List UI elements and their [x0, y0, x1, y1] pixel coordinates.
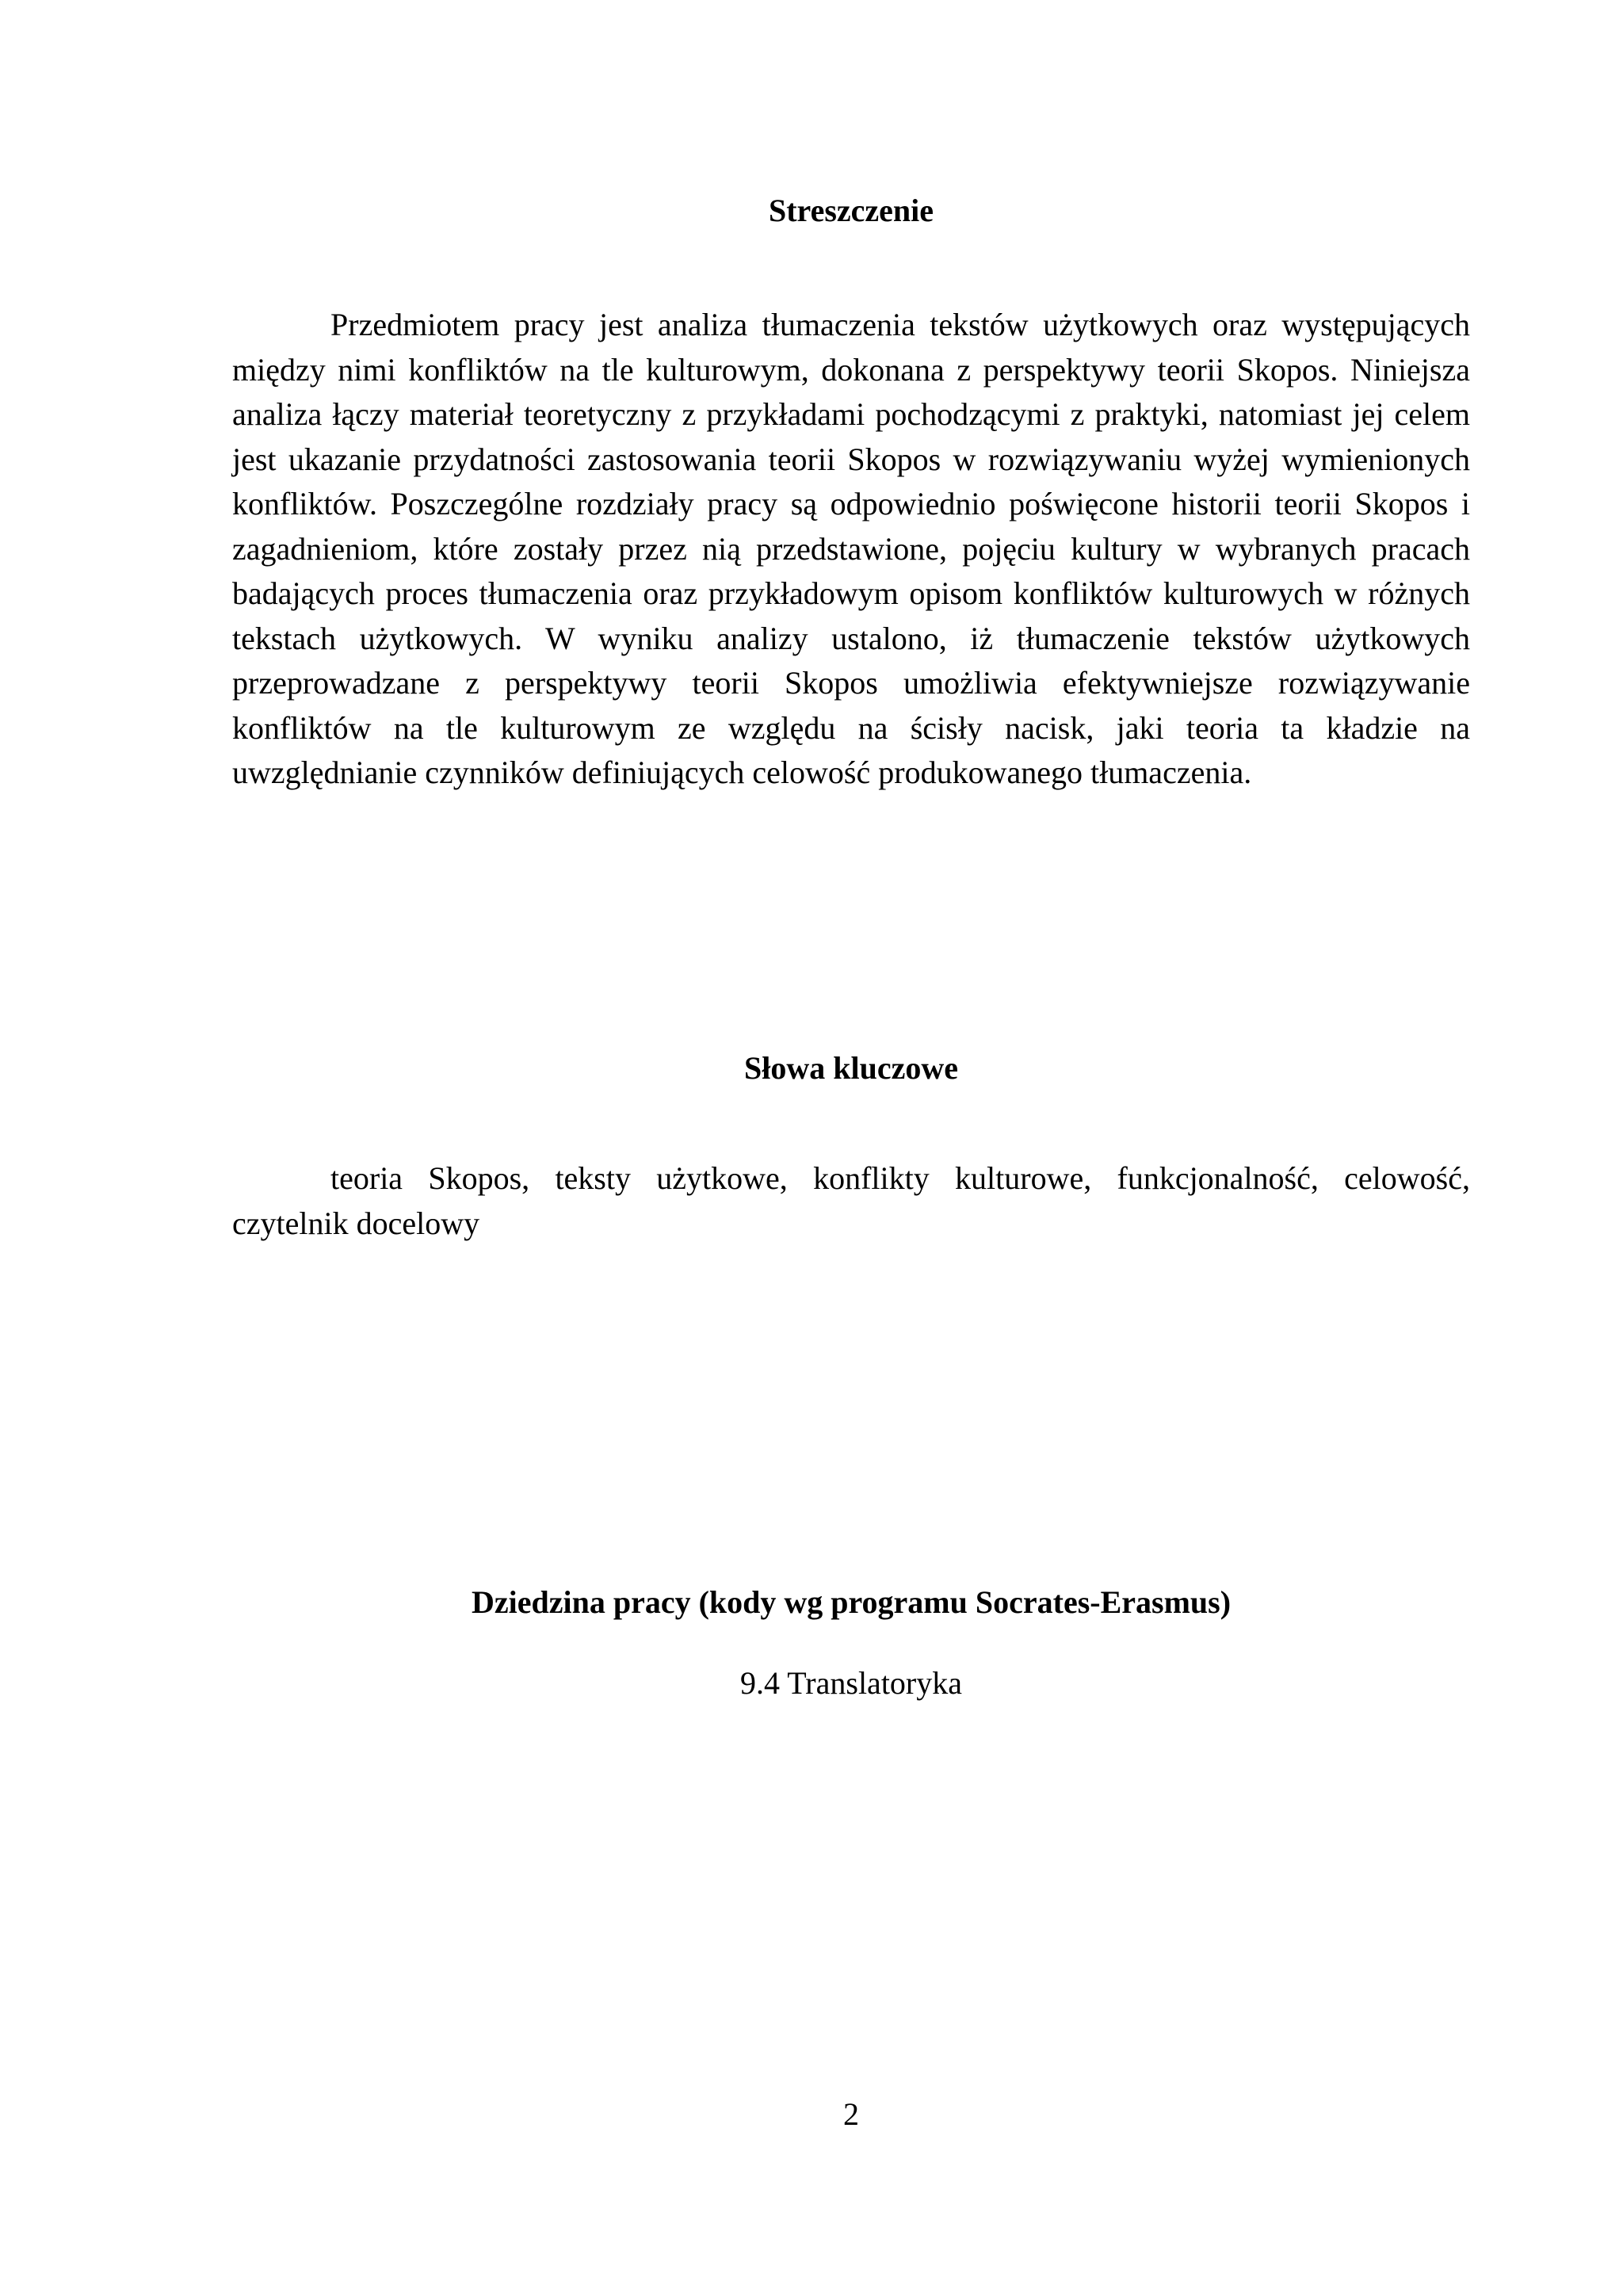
page-number: 2 [843, 2096, 859, 2132]
keywords-paragraph: teoria Skopos, teksty użytkowe, konflikty kulturowe, funkcjonalność, celowość, czytelnik docelowy [232, 1160, 1470, 1241]
summary-heading: Streszczenie [768, 193, 934, 228]
field-heading: Dziedzina pracy (kody wg programu Socrates-Erasmus) [471, 1584, 1232, 1620]
keywords-heading: Słowa kluczowe [744, 1050, 958, 1086]
field-value: 9.4 Translatoryka [740, 1665, 962, 1701]
abstract-paragraph: Przedmiotem pracy jest analiza tłumaczenia tekstów użytkowych oraz występujących między nimi konfliktów na tle kulturowym, dokonana z perspektywy teorii Skopos. Niniejsza analiza łączy materiał teoretyczny z przykładami pochodzącymi z praktyki, natomiast jej celem jest ukazanie przydatności zastosowania teorii Skopos w rozwiązywaniu wyżej wymienionych konfliktów. Poszczególne rozdziały pracy są odpowiednio poświęcone historii teorii Skopos i zagadnieniom, które zostały przez nią przedstawione, pojęciu kultury w wybranych pracach badających proces tłumaczenia oraz przykładowym opisom konfliktów kulturowych w różnych tekstach użytkowych. W wyniku analizy ustalono, iż tłumaczenie tekstów użytkowych przeprowadzane z perspektywy teorii Skopos umożliwia efektywniejsze rozwiązywanie konfliktów na tle kulturowym ze względu na ścisły nacisk, jaki teoria ta kładzie na uwzględnianie czynników definiujących celowość produkowanego tłumaczenia. [232, 307, 1470, 790]
